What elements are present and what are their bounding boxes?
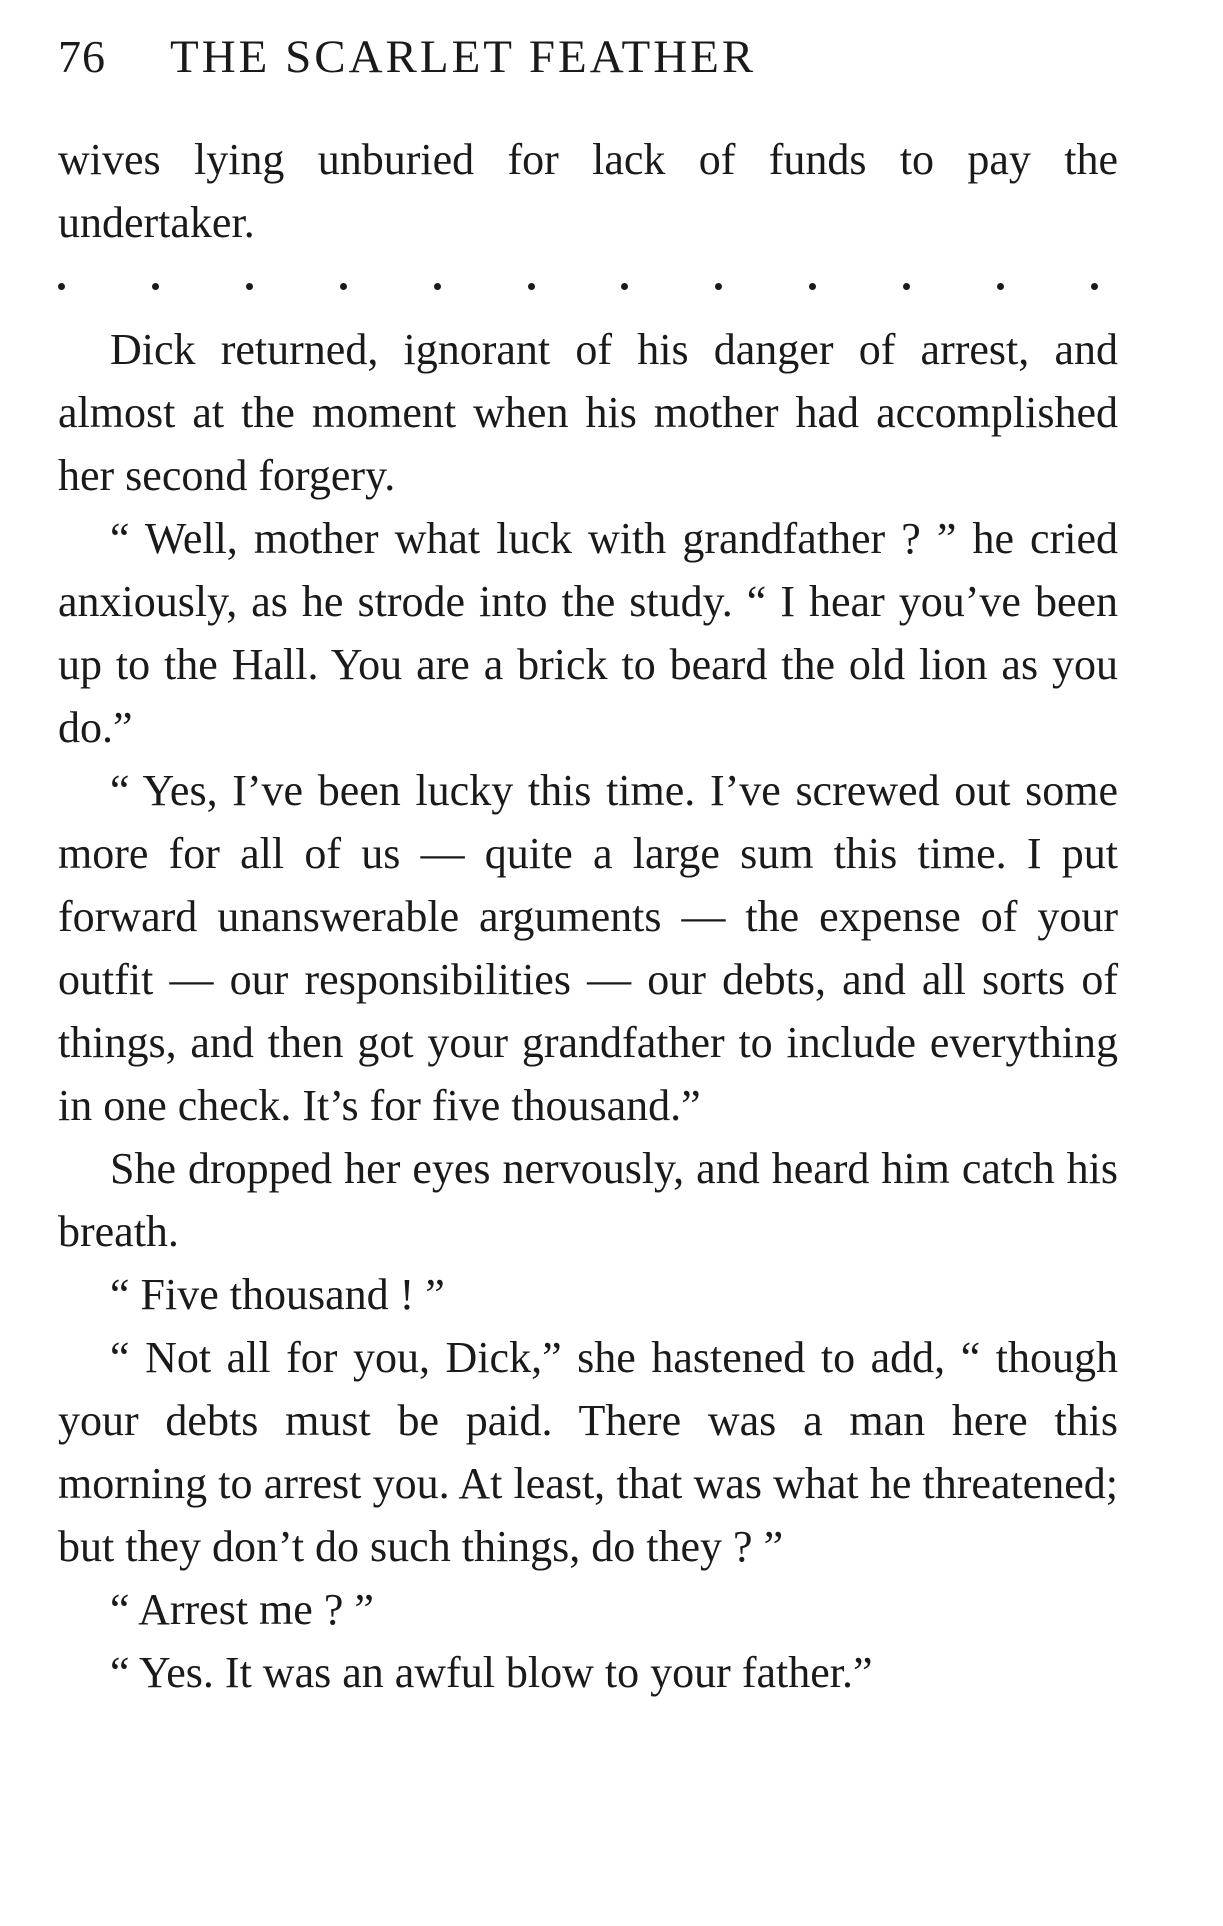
section-break-dot [340, 283, 347, 290]
section-break-dot [621, 283, 628, 290]
paragraph: She dropped her eyes nervously, and heard him catch his breath. [58, 1144, 1118, 1256]
paragraph: “ Not all for you, Dick,” she hastened to add, “ though your debts must be paid. There was a man here this morning to arrest you. At least, that was what he threatened; but they don’t do such things, do they ? ” [58, 1333, 1118, 1571]
section-break [58, 254, 1118, 318]
running-title: THE SCARLET FEATHER [170, 31, 757, 83]
paragraph: “ Yes, I’ve been lucky this time. I’ve screwed out some more for all of us — quite a large sum this time. I put forward unanswerable arguments — the expense of your outfit — our responsibilities — our debts, and all sorts of things, and then got your grandfather to include everything in one check. It’s for five thousand.” [58, 766, 1118, 1130]
paragraph: “ Five thousand ! ” [110, 1270, 445, 1319]
section-break-dot [997, 283, 1004, 290]
paragraph: Dick returned, ignorant of his danger of arrest, and almost at the moment when his mother had accomplished her second forgery. [58, 325, 1118, 500]
running-head [58, 30, 1118, 102]
paragraph: “ Well, mother what luck with grandfather ? ” he cried anxiously, as he strode into the study. “ I hear you’ve been up to the Hall. You are a brick to beard the old lion as you do.” [58, 514, 1118, 752]
paragraph: wives lying unburied for lack of funds to pay the undertaker. [58, 135, 1118, 247]
paragraph: “ Arrest me ? ” [110, 1585, 374, 1634]
section-break-dot [528, 283, 535, 290]
section-break-dot [58, 283, 65, 290]
paragraph: “ Yes. It was an awful blow to your father.” [110, 1648, 873, 1697]
section-break-dot [246, 283, 253, 290]
section-break-dot [809, 283, 816, 290]
book-page [58, 30, 1118, 1890]
page-number: 76 [58, 31, 106, 82]
section-break-dot [434, 283, 441, 290]
section-break-dot [152, 283, 159, 290]
body-text [58, 128, 1118, 1704]
section-break-dot [903, 283, 910, 290]
section-break-dot [1091, 283, 1098, 290]
section-break-dot [715, 283, 722, 290]
